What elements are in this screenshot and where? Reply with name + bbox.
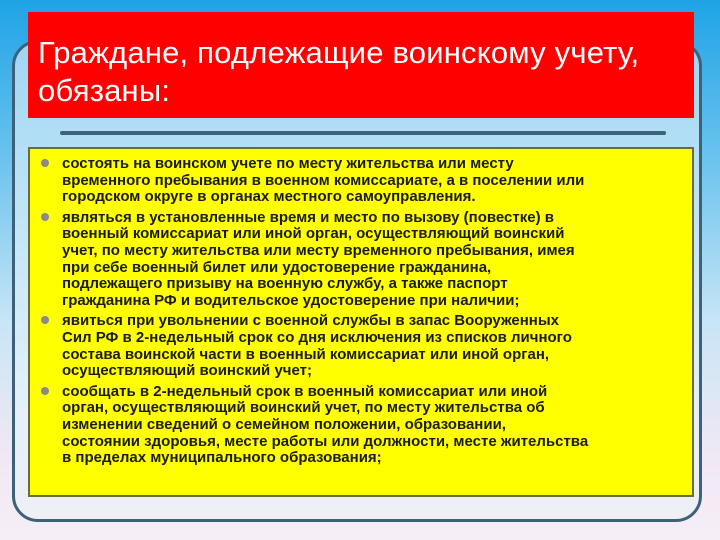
title-box [28,12,694,118]
bullet-text: сообщать в 2-недельный срок в военный комиссариат или иной орган, осуществляющий воинский учет, по месту жительства об изменении сведений о семейном положении, образовании, состоянии здоровья, месте работы или должности, месте жительства в пределах муниципального образования; [62,382,589,467]
bullet-item [40,156,686,206]
bullet-item [40,313,686,379]
slide-title: Граждане, подлежащие воинскому учету, обязаны: [38,35,640,108]
bullet-dot-icon [41,159,49,167]
bullet-dot-icon [41,213,49,221]
content-box [28,147,694,497]
bullet-text: являться в установленные время и место по вызову (повестке) в военный комиссариат или иной орган, осуществляющий воинский учет, по месту жительства или месту временного пребывания, имея при себе военный билет или удостоверение гражданина, подлежащего призыву на военную службу, а также паспорт гражданина РФ и водительское удостоверение при наличии; [62,208,575,309]
bullet-text: явиться при увольнении с военной службы в запас Вооруженных Сил РФ в 2-недельный срок со дня исключения из списков личного состава воинской части в военный комиссариат или иной орган, осуществляющий воинский учет; [62,312,572,380]
bullet-list [40,156,686,467]
bullet-dot-icon [41,316,49,324]
bullet-item [40,210,686,310]
title-divider [60,131,666,135]
bullet-item [40,384,686,467]
bullet-dot-icon [41,387,49,395]
bullet-text: состоять на воинском учете по месту жительства или месту временного пребывания в военном комиссариате, а в поселении или городском округе в органах местного самоуправления. [62,155,585,206]
